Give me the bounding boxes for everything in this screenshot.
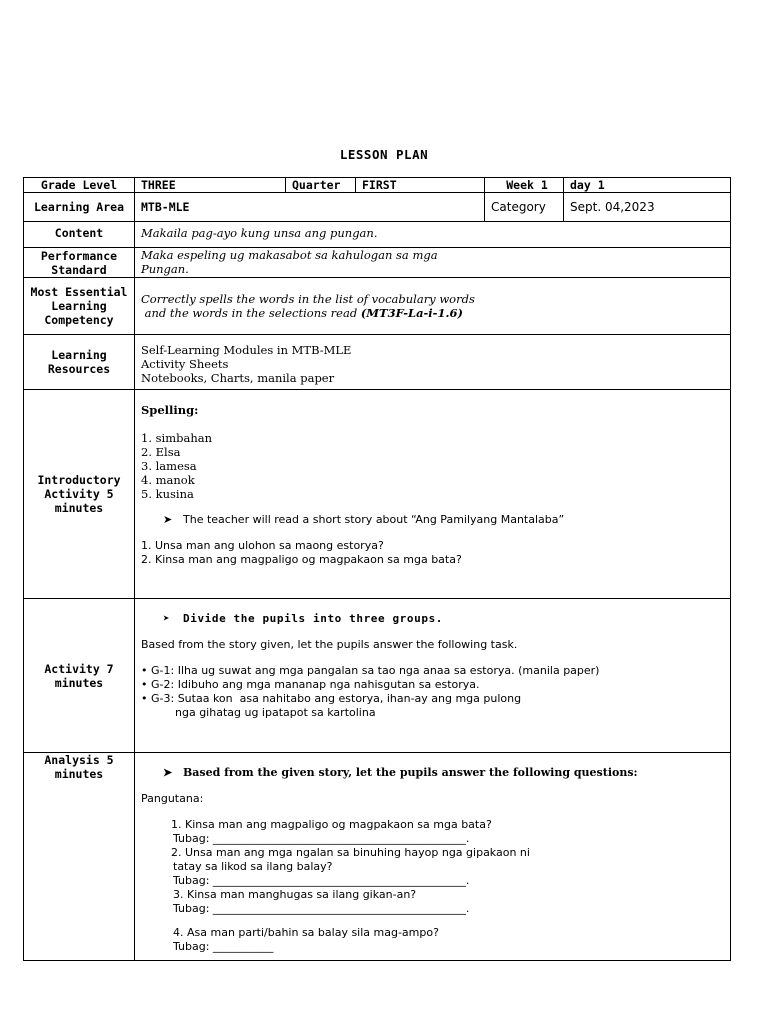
grade-level-value: THREE [135,178,286,193]
analysis-instruction: ➤ Based from the given story, let the pupils answer the following questions: [163,766,638,779]
group-task-continuation: nga gihatag ug ipatapot sa kartolina [175,706,376,719]
story-instruction: ➤ The teacher will read a short story about “Ang Pamilyang Mantalaba” [163,513,565,526]
intro-question: 1. Unsa man ang ulohon sa maong estorya? [141,539,384,552]
activity-label: Activity 7 minutes [24,599,135,753]
group-task: • G-3: Sutaa kon asa nahitabo ang estorya, ihan-ay ang mga pulong [141,692,522,705]
activity-row [24,599,731,753]
spelling-word: 2. Elsa [141,445,181,459]
spelling-word: 4. manok [141,473,195,487]
divide-groups-instruction: ➤ Divide the pupils into three groups. [163,612,444,625]
resources-list [135,335,731,390]
learning-area-value: MTB-MLE [135,193,485,222]
pangutana-label: Pangutana: [141,792,204,805]
learning-area-label: Learning Area [24,193,135,222]
analysis-body [135,753,731,961]
quarter-label: Quarter [286,178,356,193]
analysis-row [24,753,731,961]
content-label: Content [24,222,135,248]
spelling-word: 3. lamesa [141,459,197,473]
answer-line: Tubag: ______________________________________________. [173,874,470,887]
quarter-value: FIRST [356,178,485,193]
resources-label: Learning Resources [24,335,135,390]
resource-item: Notebooks, Charts, manila paper [141,371,335,385]
week-label: Week 1 [485,178,564,193]
answer-line: Tubag: ___________ [173,940,274,953]
analysis-question: 4. Asa man parti/bahin sa balay sila mag-ampo? [173,926,439,939]
performance-standard-row [24,248,731,278]
performance-standard-line1: Maka espeling ug makasabot sa kahulogan sa mga [141,248,438,262]
competency-row [24,278,731,335]
resources-row [24,335,731,390]
competency-line2: and the words in the selections read (MT3F-La-i-1.6) [141,306,463,320]
spelling-word: 1. simbahan [141,431,212,445]
introductory-row [24,390,731,599]
activity-intro: Based from the story given, let the pupils answer the following task. [141,638,518,651]
content-value: Makaila pag-ayo kung unsa ang pungan. [135,222,731,248]
performance-standard-line2: Pungan. [141,262,189,276]
answer-line: Tubag: ______________________________________________. [173,832,470,845]
lesson-date: Sept. 04,2023 [564,193,731,222]
analysis-question: 1. Kinsa man ang magpaligo og magpakaon sa mga bata? [171,818,492,831]
resource-item: Activity Sheets [141,357,229,371]
grade-level-label: Grade Level [24,178,135,193]
analysis-question: 3. Kinsa man manghugas sa ilang gikan-an? [173,888,417,901]
competency-value [135,278,731,335]
page-title: LESSON PLAN [339,147,429,162]
analysis-question-cont: tatay sa likod sa ilang balay? [173,860,333,873]
answer-line: Tubag: ______________________________________________. [173,902,470,915]
lesson-plan-table [23,177,731,961]
arrow-bullet-icon: ➤ [163,513,173,526]
group-task: • G-2: Idibuho ang mga mananap nga nahisgutan sa estorya. [141,678,480,691]
resource-item: Self-Learning Modules in MTB-MLE [141,343,352,357]
competency-label: Most Essential Learning Competency [24,278,135,335]
activity-body [135,599,731,753]
performance-standard-label: Performance Standard [24,248,135,278]
analysis-label: Analysis 5 minutes [24,753,135,961]
day-label: day 1 [564,178,731,193]
introductory-label: Introductory Activity 5 minutes [24,390,135,599]
group-task: • G-1: Ilha ug suwat ang mga pangalan sa tao nga anaa sa estorya. (manila paper) [141,664,600,677]
introductory-body [135,390,731,599]
header-row [24,178,731,193]
intro-question: 2. Kinsa man ang magpaligo og magpakaon sa mga bata? [141,553,462,566]
spelling-heading: Spelling: [141,403,199,417]
content-row [24,222,731,248]
spelling-word: 5. kusina [141,487,194,501]
performance-standard-value [135,248,731,278]
category-label: Category [485,193,564,222]
competency-code: (MT3F-La-i-1.6) [360,306,463,320]
arrow-bullet-icon: ➤ [163,766,173,779]
learning-area-row [24,193,731,222]
arrow-bullet-icon: ➤ [163,612,171,625]
analysis-question: 2. Unsa man ang mga ngalan sa binuhing hayop nga gipakaon ni [171,846,530,859]
competency-line1: Correctly spells the words in the list of vocabulary words [141,292,475,306]
